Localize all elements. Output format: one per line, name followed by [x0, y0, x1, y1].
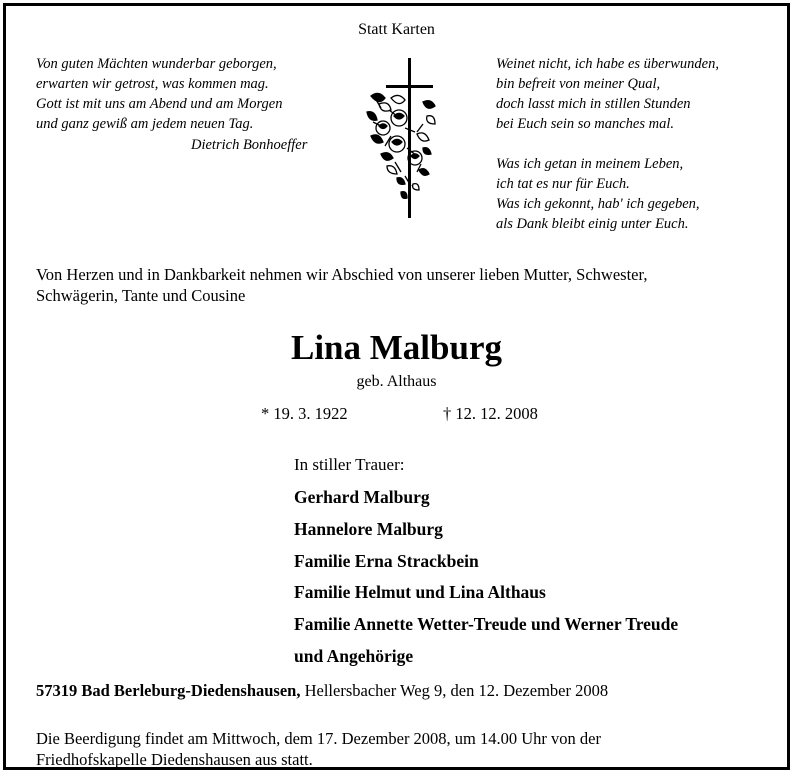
poem-line: erwarten wir getrost, was kommen mag.	[36, 76, 269, 92]
mourners-list	[294, 482, 678, 673]
poem-line: Weinet nicht, ich habe es überwunden,	[496, 56, 719, 72]
poem-line: bei Euch sein so manches mal.	[496, 116, 674, 132]
intro-text	[36, 264, 771, 306]
obituary-notice	[3, 3, 790, 770]
poem-line: und ganz gewiß am jedem neuen Tag.	[36, 116, 254, 132]
mourning-heading: In stiller Trauer:	[294, 455, 405, 474]
funeral-line: Friedhofskapelle Diedenshausen aus statt.	[36, 750, 313, 769]
poem-line: Gott ist mit uns am Abend und am Morgen	[36, 96, 283, 112]
poem-line: als Dank bleibt einig unter Euch.	[496, 216, 689, 232]
poem-line: doch lasst mich in stillen Stunden	[496, 96, 691, 112]
deceased-name: Lina Malburg	[290, 328, 502, 367]
poem-author: Dietrich Bonhoeffer	[191, 137, 308, 153]
funeral-info	[36, 728, 776, 770]
place-town: 57319 Bad Berleburg-Diedenshausen,	[36, 681, 301, 700]
poem-right	[496, 54, 719, 234]
poem-line: bin befreit von meiner Qual,	[496, 76, 661, 92]
cross-with-roses-icon	[361, 58, 441, 218]
maiden-name: geb. Althaus	[356, 373, 437, 390]
intro-line: Von Herzen und in Dankbarkeit nehmen wir Abschied von unserer lieben Mutter, Schwester,	[36, 265, 648, 284]
mourner-name: Gerhard Malburg	[294, 487, 430, 507]
intro-line: Schwägerin, Tante und Cousine	[36, 286, 246, 305]
poem-left	[36, 54, 283, 134]
mourner-name: Hannelore Malburg	[294, 518, 443, 539]
mourner-name: Familie Erna Strackbein	[294, 550, 479, 571]
mourner-name: und Angehörige	[294, 645, 414, 666]
mourner-name: Familie Annette Wetter-Treude und Werner Treude	[294, 614, 679, 635]
place-address-date: Hellersbacher Weg 9, den 12. Dezember 2008	[300, 681, 609, 700]
place-and-date	[36, 681, 608, 701]
header-text: Statt Karten	[358, 21, 435, 38]
funeral-line: Die Beerdigung findet am Mittwoch, dem 17. Dezember 2008, um 14.00 Uhr von der	[36, 729, 601, 748]
birth-date: * 19. 3. 1922	[261, 404, 348, 423]
poem-line: ich tat es nur für Euch.	[496, 176, 630, 192]
death-date: † 12. 12. 2008	[443, 404, 538, 423]
poem-line: Was ich gekonnt, hab' ich gegeben,	[496, 196, 700, 212]
mourner-name: Familie Helmut und Lina Althaus	[294, 582, 546, 603]
poem-line: Was ich getan in meinem Leben,	[496, 156, 684, 172]
poem-line: Von guten Mächten wunderbar geborgen,	[36, 56, 277, 72]
